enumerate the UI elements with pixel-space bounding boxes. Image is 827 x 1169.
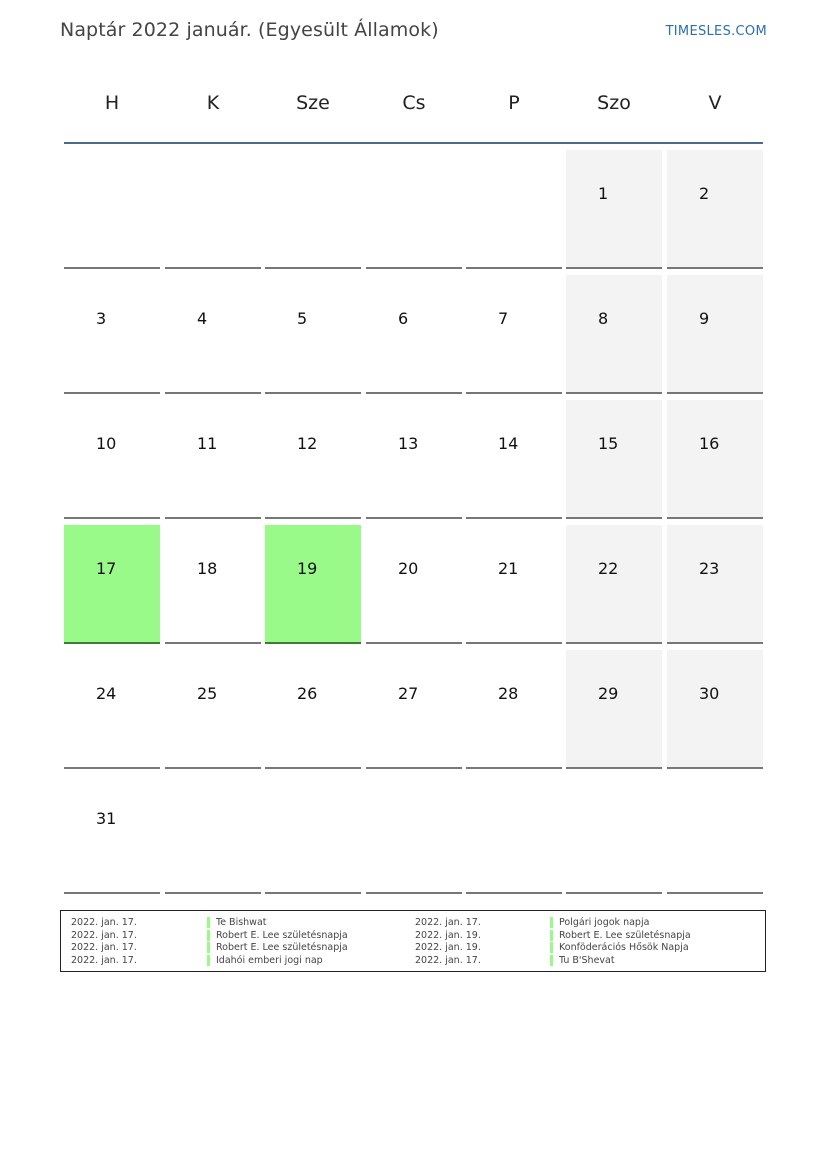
legend-holiday-name: Idahói emberi jogi nap: [207, 955, 323, 966]
legend-date: 2022. jan. 17.: [71, 942, 137, 954]
empty-day-cell: [366, 150, 462, 269]
day-cell-17[interactable]: [64, 525, 160, 644]
day-cell-1[interactable]: [566, 150, 662, 269]
empty-day-cell: [466, 150, 562, 269]
day-cell-21[interactable]: [466, 525, 562, 644]
empty-day-cell: [566, 775, 662, 894]
day-number: 6: [398, 309, 409, 328]
day-number: 10: [96, 434, 117, 453]
day-number: 22: [598, 559, 619, 578]
day-cell-7[interactable]: [466, 275, 562, 394]
weekday-label: V: [708, 92, 722, 114]
weekday-label: H: [104, 92, 120, 114]
legend-holiday-name: Konföderációs Hősök Napja: [550, 942, 689, 953]
day-cell-15[interactable]: [566, 400, 662, 519]
empty-day-cell: [265, 775, 361, 894]
day-cell-4[interactable]: [165, 275, 261, 394]
day-cell-2[interactable]: [667, 150, 763, 269]
day-number: 26: [297, 684, 318, 703]
weekday-label: Sze: [296, 92, 330, 114]
day-number: 17: [96, 559, 117, 578]
legend-holiday-name: Te Bishwat: [207, 917, 267, 928]
legend-date: 2022. jan. 19.: [415, 942, 481, 954]
day-number: 28: [498, 684, 519, 703]
day-cell-5[interactable]: [265, 275, 361, 394]
page-title: Naptár 2022 január. (Egyesült Államok): [60, 19, 439, 41]
legend-holiday-name: Robert E. Lee születésnapja: [550, 930, 691, 941]
legend-date: 2022. jan. 17.: [71, 917, 137, 928]
legend-date: 2022. jan. 17.: [415, 955, 481, 967]
weekday-label: Szo: [597, 92, 631, 114]
day-number: 13: [398, 434, 419, 453]
day-number: 31: [96, 809, 117, 828]
day-cell-28[interactable]: [466, 650, 562, 769]
day-number: 1: [598, 184, 609, 203]
weekday-header: [64, 82, 763, 126]
weekday-label: K: [206, 92, 220, 114]
day-cell-24[interactable]: [64, 650, 160, 769]
legend-holiday-name: Robert E. Lee születésnapja: [207, 942, 348, 953]
day-number: 7: [498, 309, 509, 328]
day-cell-11[interactable]: [165, 400, 261, 519]
legend-holiday-name: Robert E. Lee születésnapja: [207, 930, 348, 941]
empty-day-cell: [466, 775, 562, 894]
day-number: 29: [598, 684, 619, 703]
day-cell-19[interactable]: [265, 525, 361, 644]
legend-holiday-name: Polgári jogok napja: [550, 917, 649, 928]
day-cell-14[interactable]: [466, 400, 562, 519]
empty-day-cell: [366, 775, 462, 894]
day-number: 19: [297, 559, 318, 578]
legend-date: 2022. jan. 17.: [415, 917, 481, 928]
day-cell-10[interactable]: [64, 400, 160, 519]
empty-day-cell: [165, 150, 261, 269]
day-number: 24: [96, 684, 117, 703]
day-cell-26[interactable]: [265, 650, 361, 769]
day-cell-3[interactable]: [64, 275, 160, 394]
day-cell-22[interactable]: [566, 525, 662, 644]
day-cell-8[interactable]: [566, 275, 662, 394]
day-cell-16[interactable]: [667, 400, 763, 519]
day-number: 25: [197, 684, 218, 703]
day-number: 11: [197, 434, 218, 453]
day-number: 14: [498, 434, 519, 453]
day-number: 2: [699, 184, 710, 203]
day-number: 9: [699, 309, 710, 328]
day-number: 8: [598, 309, 609, 328]
day-cell-25[interactable]: [165, 650, 261, 769]
legend-date: 2022. jan. 17.: [71, 929, 137, 941]
day-number: 23: [699, 559, 720, 578]
day-cell-23[interactable]: [667, 525, 763, 644]
day-cell-29[interactable]: [566, 650, 662, 769]
day-number: 20: [398, 559, 419, 578]
day-cell-13[interactable]: [366, 400, 462, 519]
day-number: 15: [598, 434, 619, 453]
empty-day-cell: [64, 150, 160, 269]
empty-day-cell: [165, 775, 261, 894]
day-cell-6[interactable]: [366, 275, 462, 394]
day-cell-9[interactable]: [667, 275, 763, 394]
day-number: 12: [297, 434, 318, 453]
brand-link[interactable]: TIMESLES.COM: [665, 24, 767, 39]
header-divider: [64, 142, 763, 144]
holiday-legend: [60, 910, 766, 972]
day-cell-31[interactable]: [64, 775, 160, 894]
empty-day-cell: [265, 150, 361, 269]
weekday-label: P: [508, 92, 520, 114]
day-cell-18[interactable]: [165, 525, 261, 644]
day-number: 18: [197, 559, 218, 578]
day-number: 21: [498, 559, 519, 578]
day-number: 5: [297, 309, 308, 328]
weekday-label: Cs: [402, 92, 426, 114]
empty-day-cell: [667, 775, 763, 894]
day-cell-12[interactable]: [265, 400, 361, 519]
day-number: 27: [398, 684, 419, 703]
day-cell-20[interactable]: [366, 525, 462, 644]
day-cell-30[interactable]: [667, 650, 763, 769]
day-number: 4: [197, 309, 208, 328]
day-number: 16: [699, 434, 720, 453]
day-number: 3: [96, 309, 107, 328]
legend-holiday-name: Tu B'Shevat: [550, 955, 615, 966]
day-number: 30: [699, 684, 720, 703]
legend-date: 2022. jan. 19.: [415, 929, 481, 941]
legend-date: 2022. jan. 17.: [71, 955, 137, 967]
day-cell-27[interactable]: [366, 650, 462, 769]
